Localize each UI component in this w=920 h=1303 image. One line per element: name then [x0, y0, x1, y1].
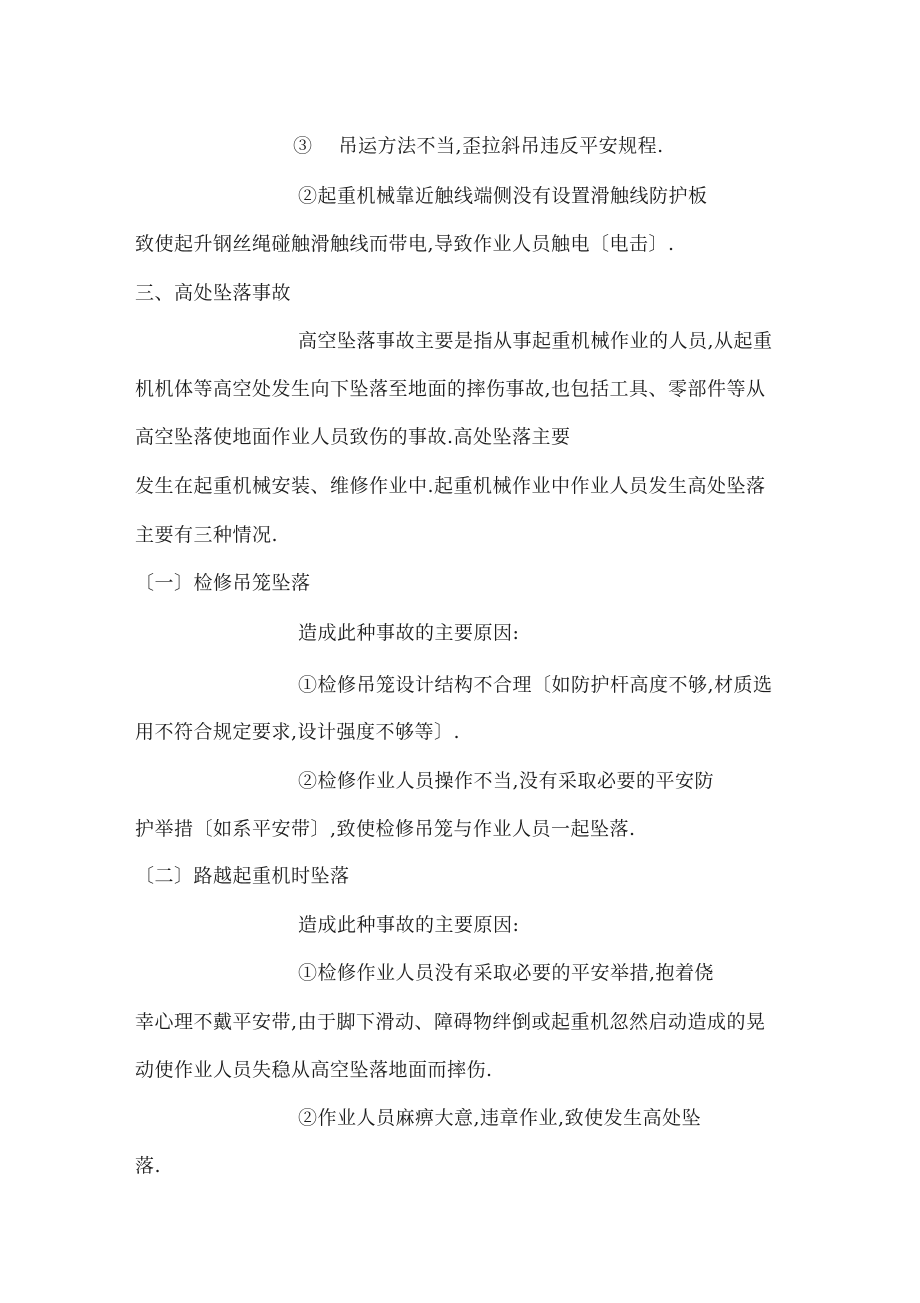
text-line: ③ 吊运方法不当,歪拉斜吊违反平安规程.: [293, 135, 664, 157]
text-line: 造成此种事故的主要原因:: [298, 622, 520, 644]
text-line: 致使起升钢丝绳碰触滑触线而带电,导致作业人员触电〔电击〕.: [135, 233, 675, 255]
subsection-heading: 〔一〕检修吊笼坠落: [135, 572, 311, 594]
subsection-heading: 〔二〕路越起重机时坠落: [135, 865, 350, 887]
text-line: ②作业人员麻痹大意,违章作业,致使发生高处坠: [298, 1107, 702, 1129]
text-line: 落.: [135, 1155, 162, 1177]
text-line: 高空坠落事故主要是指从事起重机械作业的人员,从起重: [298, 330, 773, 352]
text-line: 幸心理不戴平安带,由于脚下滑动、障碍物绊倒或起重机忽然启动造成的晃: [135, 1011, 766, 1033]
section-heading: 三、高处坠落事故: [135, 282, 292, 304]
text-line: 高空坠落使地面作业人员致伤的事故.高处坠落主要: [135, 426, 571, 448]
text-line: 机机体等高空处发生向下坠落至地面的摔伤事故,也包括工具、零部件等从: [135, 378, 766, 400]
text-line: 用不符合规定要求,设计强度不够等〕.: [135, 721, 461, 743]
text-line: ①检修作业人员没有采取必要的平安举措,抱着侥: [298, 962, 715, 984]
text-line: ②起重机械靠近触线端侧没有设置滑触线防护板: [298, 185, 708, 207]
text-line: 造成此种事故的主要原因:: [298, 914, 520, 936]
text-line: ①检修吊笼设计结构不合理〔如防护杆高度不够,材质选: [298, 674, 773, 696]
text-line: 动使作业人员失稳从高空坠落地面而摔伤.: [135, 1059, 493, 1081]
text-line: 发生在起重机械安装、维修作业中.起重机械作业中作业人员发生高处坠落: [135, 475, 766, 497]
text-line: 主要有三种情况.: [135, 524, 279, 546]
text-line: ②检修作业人员操作不当,没有采取必要的平安防: [298, 770, 715, 792]
text-line: 护举措〔如系平安带〕,致使检修吊笼与作业人员一起坠落.: [135, 818, 636, 840]
